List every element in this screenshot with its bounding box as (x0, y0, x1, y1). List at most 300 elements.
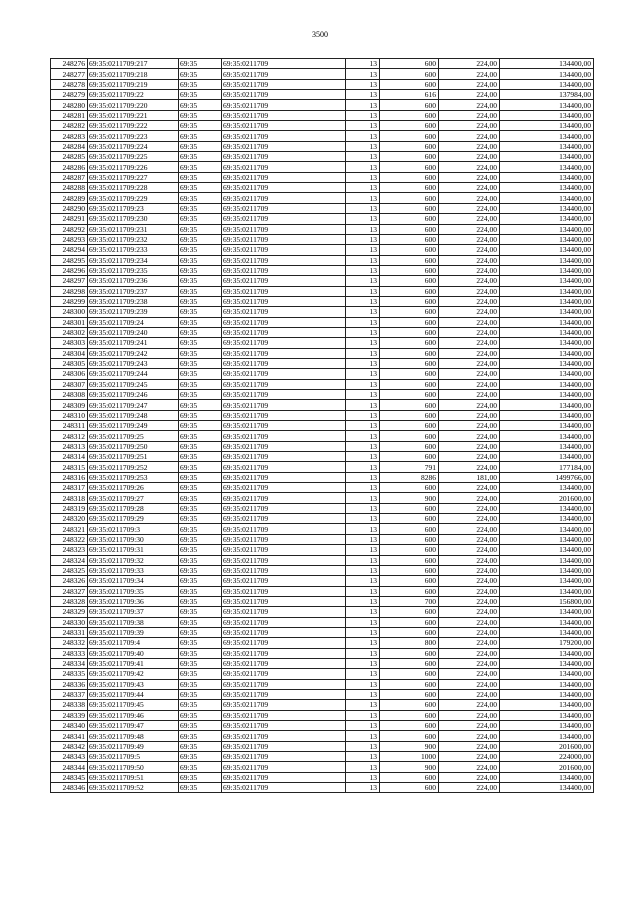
area-cell: 600 (380, 658, 439, 668)
area-cell: 600 (380, 431, 439, 441)
cadastral-number-cell: 69:35:0211709:26 (88, 483, 179, 493)
cadastral-number-cell: 69:35:0211709:248 (88, 410, 179, 420)
row-id-cell: 248287 (51, 172, 88, 182)
district-code-cell: 69:35 (179, 452, 222, 462)
value-cell: 134400,00 (500, 203, 594, 213)
cadastral-number-cell: 69:35:0211709:229 (88, 193, 179, 203)
area-cell: 600 (380, 183, 439, 193)
row-id-cell: 248315 (51, 462, 88, 472)
cadastral-number-cell: 69:35:0211709:217 (88, 59, 179, 69)
rate-cell: 224,00 (439, 483, 500, 493)
value-cell: 134400,00 (500, 348, 594, 358)
value-cell: 134400,00 (500, 172, 594, 182)
row-id-cell: 248338 (51, 700, 88, 710)
row-id-cell: 248298 (51, 286, 88, 296)
value-cell: 134400,00 (500, 658, 594, 668)
value-cell: 134400,00 (500, 69, 594, 79)
cadastral-number-cell: 69:35:0211709:253 (88, 472, 179, 482)
value-cell: 134400,00 (500, 514, 594, 524)
value-cell: 1499766,00 (500, 472, 594, 482)
cadastral-number-cell: 69:35:0211709:45 (88, 700, 179, 710)
table-row (51, 79, 594, 89)
value-cell: 134400,00 (500, 534, 594, 544)
row-id-cell: 248329 (51, 607, 88, 617)
cadastral-number-cell: 69:35:0211709:48 (88, 731, 179, 741)
quarter-code-cell: 69:35:0211709 (222, 493, 346, 503)
rate-cell: 224,00 (439, 710, 500, 720)
district-code-cell: 69:35 (179, 472, 222, 482)
table-row (51, 69, 594, 79)
quarter-code-cell: 69:35:0211709 (222, 700, 346, 710)
table-row (51, 307, 594, 317)
category-cell: 13 (346, 379, 380, 389)
category-cell: 13 (346, 772, 380, 782)
district-code-cell: 69:35 (179, 172, 222, 182)
table-row (51, 410, 594, 420)
table-row (51, 638, 594, 648)
area-cell: 600 (380, 224, 439, 234)
table-row (51, 648, 594, 658)
rate-cell: 181,00 (439, 472, 500, 482)
area-cell: 600 (380, 534, 439, 544)
rate-cell: 224,00 (439, 327, 500, 337)
table-row (51, 607, 594, 617)
quarter-code-cell: 69:35:0211709 (222, 617, 346, 627)
quarter-code-cell: 69:35:0211709 (222, 317, 346, 327)
row-id-cell: 248310 (51, 410, 88, 420)
quarter-code-cell: 69:35:0211709 (222, 586, 346, 596)
value-cell: 134400,00 (500, 617, 594, 627)
value-cell: 201600,00 (500, 762, 594, 772)
table-row (51, 100, 594, 110)
district-code-cell: 69:35 (179, 731, 222, 741)
table-row (51, 131, 594, 141)
district-code-cell: 69:35 (179, 514, 222, 524)
quarter-code-cell: 69:35:0211709 (222, 462, 346, 472)
row-id-cell: 248282 (51, 121, 88, 131)
table-row (51, 90, 594, 100)
category-cell: 13 (346, 172, 380, 182)
quarter-code-cell: 69:35:0211709 (222, 121, 346, 131)
table-row (51, 431, 594, 441)
value-cell: 134400,00 (500, 410, 594, 420)
value-cell: 134400,00 (500, 648, 594, 658)
value-cell: 134400,00 (500, 79, 594, 89)
table-row (51, 617, 594, 627)
cadastral-number-cell: 69:35:0211709:239 (88, 307, 179, 317)
cadastral-number-cell: 69:35:0211709:219 (88, 79, 179, 89)
table-row (51, 741, 594, 751)
quarter-code-cell: 69:35:0211709 (222, 452, 346, 462)
value-cell: 134400,00 (500, 338, 594, 348)
rate-cell: 224,00 (439, 752, 500, 762)
area-cell: 600 (380, 358, 439, 368)
category-cell: 13 (346, 576, 380, 586)
area-cell: 600 (380, 234, 439, 244)
cadastral-number-cell: 69:35:0211709:233 (88, 245, 179, 255)
district-code-cell: 69:35 (179, 400, 222, 410)
district-code-cell: 69:35 (179, 121, 222, 131)
cadastral-number-cell: 69:35:0211709:249 (88, 421, 179, 431)
district-code-cell: 69:35 (179, 627, 222, 637)
row-id-cell: 248323 (51, 545, 88, 555)
category-cell: 13 (346, 762, 380, 772)
rate-cell: 224,00 (439, 307, 500, 317)
area-cell: 900 (380, 493, 439, 503)
category-cell: 13 (346, 183, 380, 193)
value-cell: 134400,00 (500, 327, 594, 337)
rate-cell: 224,00 (439, 617, 500, 627)
cadastral-number-cell: 69:35:0211709:245 (88, 379, 179, 389)
value-cell: 134400,00 (500, 431, 594, 441)
rate-cell: 224,00 (439, 545, 500, 555)
district-code-cell: 69:35 (179, 183, 222, 193)
category-cell: 13 (346, 586, 380, 596)
value-cell: 134400,00 (500, 772, 594, 782)
district-code-cell: 69:35 (179, 679, 222, 689)
area-cell: 600 (380, 276, 439, 286)
category-cell: 13 (346, 700, 380, 710)
value-cell: 134400,00 (500, 710, 594, 720)
area-cell: 800 (380, 638, 439, 648)
cadastral-number-cell: 69:35:0211709:41 (88, 658, 179, 668)
quarter-code-cell: 69:35:0211709 (222, 731, 346, 741)
quarter-code-cell: 69:35:0211709 (222, 152, 346, 162)
area-cell: 600 (380, 100, 439, 110)
cadastral-number-cell: 69:35:0211709:25 (88, 431, 179, 441)
rate-cell: 224,00 (439, 462, 500, 472)
value-cell: 134400,00 (500, 121, 594, 131)
area-cell: 600 (380, 390, 439, 400)
table-row (51, 183, 594, 193)
row-id-cell: 248290 (51, 203, 88, 213)
area-cell: 600 (380, 131, 439, 141)
value-cell: 134400,00 (500, 679, 594, 689)
area-cell: 600 (380, 203, 439, 213)
rate-cell: 224,00 (439, 421, 500, 431)
row-id-cell: 248297 (51, 276, 88, 286)
table-row (51, 596, 594, 606)
row-id-cell: 248317 (51, 483, 88, 493)
row-id-cell: 248302 (51, 327, 88, 337)
row-id-cell: 248308 (51, 390, 88, 400)
area-cell: 600 (380, 514, 439, 524)
area-cell: 600 (380, 307, 439, 317)
cadastral-number-cell: 69:35:0211709:222 (88, 121, 179, 131)
quarter-code-cell: 69:35:0211709 (222, 296, 346, 306)
cadastral-number-cell: 69:35:0211709:35 (88, 586, 179, 596)
area-cell: 600 (380, 617, 439, 627)
row-id-cell: 248342 (51, 741, 88, 751)
category-cell: 13 (346, 617, 380, 627)
district-code-cell: 69:35 (179, 245, 222, 255)
category-cell: 13 (346, 596, 380, 606)
table-row (51, 369, 594, 379)
table-row (51, 59, 594, 69)
value-cell: 134400,00 (500, 721, 594, 731)
table-row (51, 141, 594, 151)
area-cell: 1000 (380, 752, 439, 762)
cadastral-number-cell: 69:35:0211709:46 (88, 710, 179, 720)
district-code-cell: 69:35 (179, 524, 222, 534)
table-row (51, 700, 594, 710)
table-row (51, 400, 594, 410)
quarter-code-cell: 69:35:0211709 (222, 679, 346, 689)
rate-cell: 224,00 (439, 296, 500, 306)
cadastral-number-cell: 69:35:0211709:242 (88, 348, 179, 358)
cadastral-number-cell: 69:35:0211709:234 (88, 255, 179, 265)
area-cell: 616 (380, 90, 439, 100)
district-code-cell: 69:35 (179, 483, 222, 493)
row-id-cell: 248301 (51, 317, 88, 327)
cadastral-number-cell: 69:35:0211709:230 (88, 214, 179, 224)
district-code-cell: 69:35 (179, 658, 222, 668)
value-cell: 224000,00 (500, 752, 594, 762)
category-cell: 13 (346, 514, 380, 524)
area-cell: 600 (380, 689, 439, 699)
area-cell: 600 (380, 400, 439, 410)
district-code-cell: 69:35 (179, 410, 222, 420)
row-id-cell: 248346 (51, 783, 88, 793)
area-cell: 600 (380, 483, 439, 493)
row-id-cell: 248321 (51, 524, 88, 534)
quarter-code-cell: 69:35:0211709 (222, 162, 346, 172)
cadastral-number-cell: 69:35:0211709:22 (88, 90, 179, 100)
rate-cell: 224,00 (439, 379, 500, 389)
table-row (51, 772, 594, 782)
district-code-cell: 69:35 (179, 534, 222, 544)
district-code-cell: 69:35 (179, 193, 222, 203)
quarter-code-cell: 69:35:0211709 (222, 648, 346, 658)
cadastral-number-cell: 69:35:0211709:24 (88, 317, 179, 327)
value-cell: 134400,00 (500, 110, 594, 120)
value-cell: 134400,00 (500, 369, 594, 379)
rate-cell: 224,00 (439, 183, 500, 193)
area-cell: 8286 (380, 472, 439, 482)
table-row (51, 162, 594, 172)
category-cell: 13 (346, 348, 380, 358)
row-id-cell: 248276 (51, 59, 88, 69)
category-cell: 13 (346, 369, 380, 379)
category-cell: 13 (346, 648, 380, 658)
cadastral-number-cell: 69:35:0211709:228 (88, 183, 179, 193)
rate-cell: 224,00 (439, 100, 500, 110)
value-cell: 134400,00 (500, 731, 594, 741)
row-id-cell: 248304 (51, 348, 88, 358)
cadastral-number-cell: 69:35:0211709:220 (88, 100, 179, 110)
row-id-cell: 248320 (51, 514, 88, 524)
category-cell: 13 (346, 462, 380, 472)
quarter-code-cell: 69:35:0211709 (222, 245, 346, 255)
quarter-code-cell: 69:35:0211709 (222, 369, 346, 379)
area-cell: 600 (380, 348, 439, 358)
rate-cell: 224,00 (439, 162, 500, 172)
cadastral-number-cell: 69:35:0211709:226 (88, 162, 179, 172)
rate-cell: 224,00 (439, 69, 500, 79)
district-code-cell: 69:35 (179, 59, 222, 69)
district-code-cell: 69:35 (179, 555, 222, 565)
rate-cell: 224,00 (439, 700, 500, 710)
value-cell: 134400,00 (500, 545, 594, 555)
district-code-cell: 69:35 (179, 203, 222, 213)
area-cell: 600 (380, 421, 439, 431)
area-cell: 600 (380, 110, 439, 120)
area-cell: 600 (380, 710, 439, 720)
area-cell: 600 (380, 669, 439, 679)
cadastral-number-cell: 69:35:0211709:252 (88, 462, 179, 472)
row-id-cell: 248314 (51, 452, 88, 462)
table-row (51, 586, 594, 596)
row-id-cell: 248280 (51, 100, 88, 110)
value-cell: 134400,00 (500, 286, 594, 296)
district-code-cell: 69:35 (179, 100, 222, 110)
area-cell: 600 (380, 338, 439, 348)
quarter-code-cell: 69:35:0211709 (222, 669, 346, 679)
cadastral-number-cell: 69:35:0211709:44 (88, 689, 179, 699)
category-cell: 13 (346, 100, 380, 110)
area-cell: 600 (380, 286, 439, 296)
area-cell: 600 (380, 369, 439, 379)
rate-cell: 224,00 (439, 689, 500, 699)
district-code-cell: 69:35 (179, 503, 222, 513)
area-cell: 600 (380, 193, 439, 203)
cadastral-table (50, 58, 594, 793)
rate-cell: 224,00 (439, 131, 500, 141)
value-cell: 134400,00 (500, 669, 594, 679)
value-cell: 134400,00 (500, 689, 594, 699)
district-code-cell: 69:35 (179, 369, 222, 379)
row-id-cell: 248319 (51, 503, 88, 513)
rate-cell: 224,00 (439, 152, 500, 162)
cadastral-number-cell: 69:35:0211709:218 (88, 69, 179, 79)
quarter-code-cell: 69:35:0211709 (222, 224, 346, 234)
rate-cell: 224,00 (439, 121, 500, 131)
row-id-cell: 248278 (51, 79, 88, 89)
cadastral-number-cell: 69:35:0211709:36 (88, 596, 179, 606)
table-row (51, 565, 594, 575)
value-cell: 134400,00 (500, 400, 594, 410)
table-row (51, 152, 594, 162)
quarter-code-cell: 69:35:0211709 (222, 203, 346, 213)
area-cell: 600 (380, 700, 439, 710)
row-id-cell: 248286 (51, 162, 88, 172)
value-cell: 134400,00 (500, 296, 594, 306)
area-cell: 600 (380, 545, 439, 555)
rate-cell: 224,00 (439, 524, 500, 534)
category-cell: 13 (346, 658, 380, 668)
row-id-cell: 248281 (51, 110, 88, 120)
rate-cell: 224,00 (439, 669, 500, 679)
category-cell: 13 (346, 79, 380, 89)
value-cell: 134400,00 (500, 524, 594, 534)
category-cell: 13 (346, 483, 380, 493)
quarter-code-cell: 69:35:0211709 (222, 400, 346, 410)
cadastral-number-cell: 69:35:0211709:247 (88, 400, 179, 410)
rate-cell: 224,00 (439, 514, 500, 524)
cadastral-number-cell: 69:35:0211709:238 (88, 296, 179, 306)
district-code-cell: 69:35 (179, 586, 222, 596)
row-id-cell: 248324 (51, 555, 88, 565)
cadastral-number-cell: 69:35:0211709:34 (88, 576, 179, 586)
area-cell: 600 (380, 565, 439, 575)
value-cell: 134400,00 (500, 152, 594, 162)
category-cell: 13 (346, 203, 380, 213)
rate-cell: 224,00 (439, 762, 500, 772)
row-id-cell: 248325 (51, 565, 88, 575)
district-code-cell: 69:35 (179, 379, 222, 389)
category-cell: 13 (346, 255, 380, 265)
row-id-cell: 248294 (51, 245, 88, 255)
area-cell: 600 (380, 327, 439, 337)
category-cell: 13 (346, 317, 380, 327)
rate-cell: 224,00 (439, 234, 500, 244)
rate-cell: 224,00 (439, 390, 500, 400)
rate-cell: 224,00 (439, 90, 500, 100)
district-code-cell: 69:35 (179, 296, 222, 306)
row-id-cell: 248336 (51, 679, 88, 689)
value-cell: 134400,00 (500, 627, 594, 637)
area-cell: 600 (380, 627, 439, 637)
area-cell: 600 (380, 141, 439, 151)
area-cell: 600 (380, 679, 439, 689)
rate-cell: 224,00 (439, 276, 500, 286)
category-cell: 13 (346, 545, 380, 555)
table-row (51, 462, 594, 472)
district-code-cell: 69:35 (179, 224, 222, 234)
district-code-cell: 69:35 (179, 317, 222, 327)
row-id-cell: 248337 (51, 689, 88, 699)
quarter-code-cell: 69:35:0211709 (222, 390, 346, 400)
category-cell: 13 (346, 245, 380, 255)
quarter-code-cell: 69:35:0211709 (222, 348, 346, 358)
rate-cell: 224,00 (439, 607, 500, 617)
page-number: 3500 (312, 30, 328, 39)
cadastral-number-cell: 69:35:0211709:227 (88, 172, 179, 182)
cadastral-number-cell: 69:35:0211709:3 (88, 524, 179, 534)
row-id-cell: 248300 (51, 307, 88, 317)
area-cell: 600 (380, 731, 439, 741)
category-cell: 13 (346, 421, 380, 431)
rate-cell: 224,00 (439, 141, 500, 151)
category-cell: 13 (346, 265, 380, 275)
district-code-cell: 69:35 (179, 441, 222, 451)
value-cell: 177184,00 (500, 462, 594, 472)
quarter-code-cell: 69:35:0211709 (222, 689, 346, 699)
district-code-cell: 69:35 (179, 214, 222, 224)
quarter-code-cell: 69:35:0211709 (222, 59, 346, 69)
area-cell: 600 (380, 152, 439, 162)
district-code-cell: 69:35 (179, 255, 222, 265)
table-row (51, 276, 594, 286)
table-row (51, 658, 594, 668)
area-cell: 600 (380, 441, 439, 451)
quarter-code-cell: 69:35:0211709 (222, 545, 346, 555)
rate-cell: 224,00 (439, 59, 500, 69)
category-cell: 13 (346, 731, 380, 741)
table-row (51, 224, 594, 234)
quarter-code-cell: 69:35:0211709 (222, 307, 346, 317)
quarter-code-cell: 69:35:0211709 (222, 379, 346, 389)
quarter-code-cell: 69:35:0211709 (222, 524, 346, 534)
table-row (51, 452, 594, 462)
row-id-cell: 248318 (51, 493, 88, 503)
table-row (51, 689, 594, 699)
area-cell: 600 (380, 172, 439, 182)
rate-cell: 224,00 (439, 110, 500, 120)
row-id-cell: 248285 (51, 152, 88, 162)
area-cell: 600 (380, 245, 439, 255)
rate-cell: 224,00 (439, 576, 500, 586)
